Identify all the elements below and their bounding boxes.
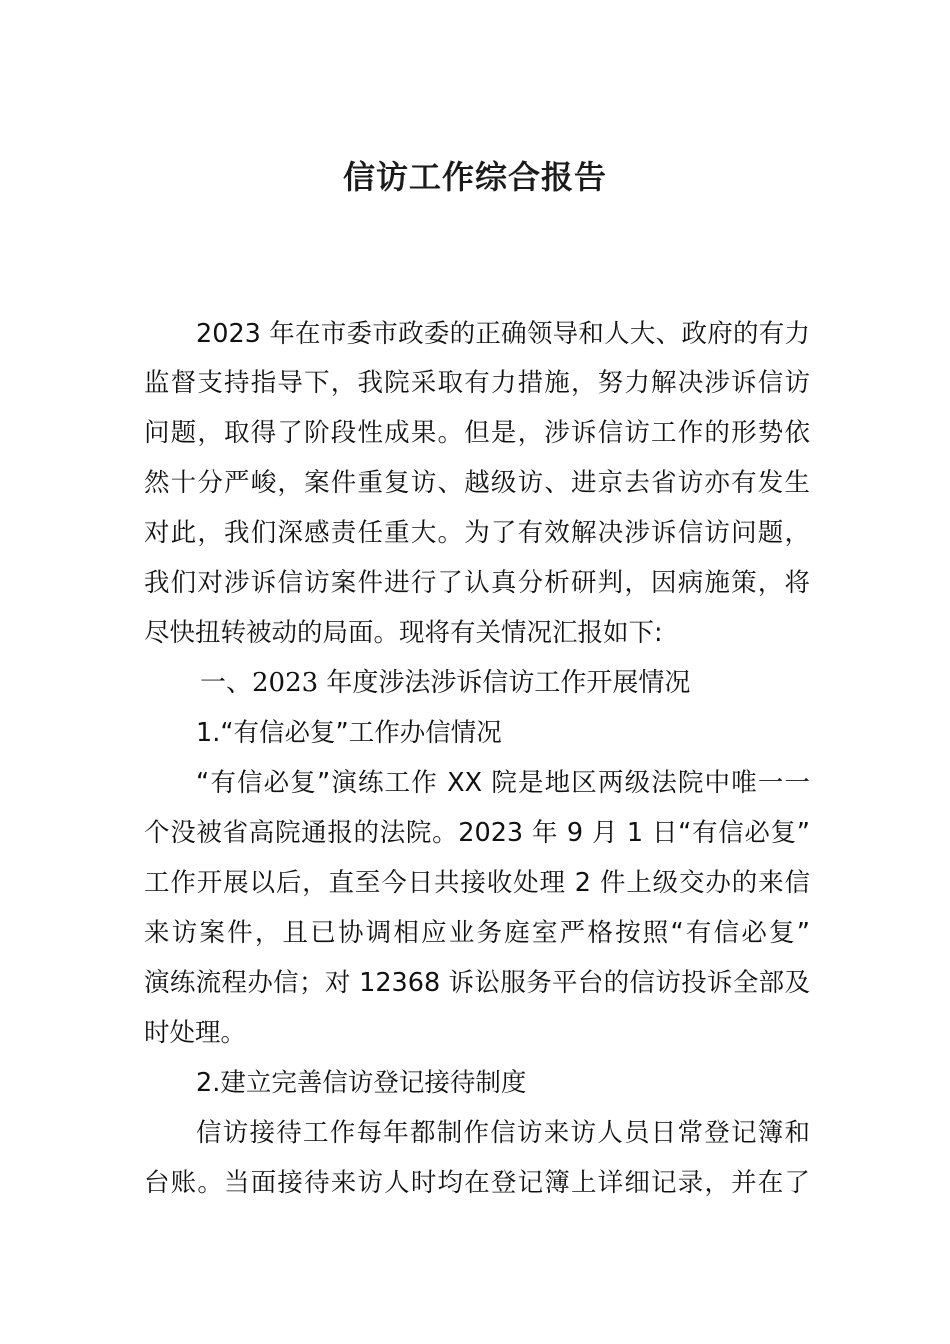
section-heading: 一、2023 年度涉法涉诉信访工作开展情况 bbox=[200, 668, 691, 698]
paragraph-line: 演练流程办信；对 12368 诉讼服务平台的信访投诉全部及 bbox=[144, 968, 810, 998]
paragraph-line: 对此，我们深感责任重大。为了有效解决涉诉信访问题， bbox=[144, 518, 810, 548]
paragraph-line: 来访案件，且已协调相应业务庭室严格按照“有信必复” bbox=[144, 918, 810, 948]
paragraph-line: 个没被省高院通报的法院。2023 年 9 月 1 日“有信必复” bbox=[144, 818, 810, 848]
subsection-heading: 1.“有信必复”工作办信情况 bbox=[196, 718, 502, 748]
paragraph-line: 台账。当面接待来访人时均在登记簿上详细记录，并在了 bbox=[144, 1168, 810, 1198]
paragraph-line: 监督支持指导下，我院采取有力措施，努力解决涉诉信访 bbox=[144, 368, 810, 398]
subsection-heading: 2.建立完善信访登记接待制度 bbox=[196, 1068, 527, 1098]
paragraph-line: 时处理。 bbox=[144, 1018, 247, 1048]
document-title: 信访工作综合报告 bbox=[342, 158, 607, 196]
paragraph-line: 信访接待工作每年都制作信访来访人员日常登记簿和 bbox=[196, 1118, 810, 1148]
paragraph-line: 问题，取得了阶段性成果。但是，涉诉信访工作的形势依 bbox=[144, 418, 810, 448]
paragraph-line: 然十分严峻，案件重复访、越级访、进京去省访亦有发生 bbox=[144, 468, 810, 498]
paragraph-line: 我们对涉诉信访案件进行了认真分析研判，因病施策，将 bbox=[144, 568, 810, 598]
paragraph-line: “有信必复”演练工作 XX 院是地区两级法院中唯一一 bbox=[196, 768, 810, 798]
paragraph-line: 尽快扭转被动的局面。现将有关情况汇报如下: bbox=[144, 618, 663, 648]
paragraph-line: 2023 年在市委市政委的正确领导和人大、政府的有力 bbox=[196, 319, 810, 349]
paragraph-line: 工作开展以后，直至今日共接收处理 2 件上级交办的来信 bbox=[144, 868, 810, 898]
